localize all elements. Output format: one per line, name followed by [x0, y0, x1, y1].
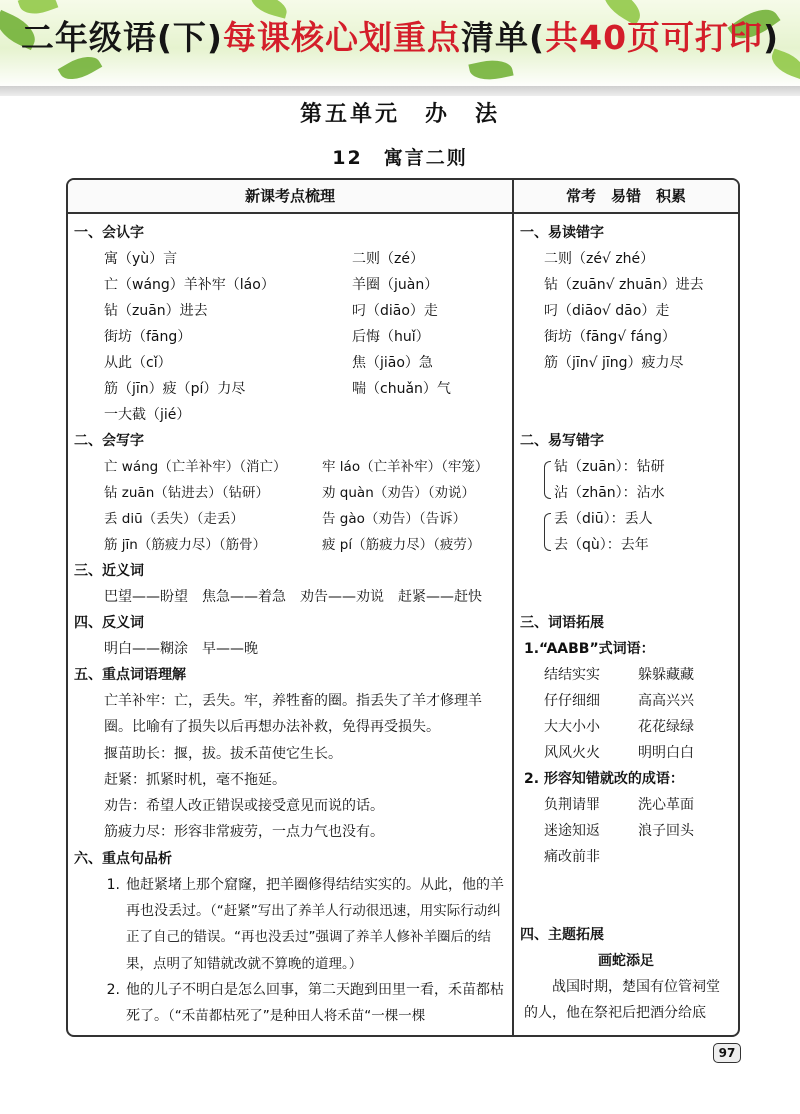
banner-title: 二年级语(下)每课核心划重点清单(共40页可打印)	[20, 18, 780, 57]
section-heading: 一、会认字	[74, 225, 144, 241]
section-heading: 三、词语拓展	[520, 615, 604, 631]
right-column	[520, 220, 732, 1027]
antonym-list: 明白——糊涂 早——晚	[104, 641, 258, 657]
list-item: 街坊（fāng√ fáng）	[544, 329, 676, 345]
definition-item: 亡羊补牢：亡，丢失。牢，养牲畜的圈。指丢失了羊才修理羊圈。比喻有了损失以后再想办法补救，免得再受损失。	[104, 693, 482, 736]
left-column-header: 新课考点梳理	[68, 180, 514, 214]
word-pair: 风风火火 明明白白	[544, 745, 694, 761]
list-item: 钻（zuān）进去 叼（diāo）走	[104, 303, 438, 319]
list-item: 筋 jīn（筋疲力尽）（筋骨） 疲 pí（筋疲力尽）（疲劳）	[104, 537, 481, 553]
brace-icon	[544, 513, 551, 551]
column-divider	[512, 180, 514, 1035]
section-heading: 六、重点句品析	[74, 850, 172, 867]
sentence-analysis	[74, 977, 506, 1030]
right-column-header: 常考 易错 积累	[514, 180, 738, 214]
brace-icon	[544, 461, 551, 499]
list-item: 钻（zuān√ zhuān）进去	[544, 277, 704, 293]
subsection-heading: 2. 形容知错就改的成语：	[524, 771, 684, 787]
page-number: 97	[713, 1043, 741, 1063]
list-item: 丢 diū（丢失）（走丢） 告 gào（劝告）（告诉）	[104, 511, 467, 527]
list-item: 筋（jīn）疲（pí）力尽 喘（chuǎn）气	[104, 381, 451, 397]
definition-item: 赶紧：抓紧时机，毫不拖延。	[104, 771, 286, 788]
section-heading: 四、主题拓展	[520, 927, 604, 943]
list-item: 亡 wáng（亡羊补牢）（消亡） 牢 láo（亡羊补牢）（牢笼）	[104, 459, 489, 475]
definition-item: 筋疲力尽：形容非常疲劳，一点力气也没有。	[104, 824, 384, 841]
list-item: 二则（zé√ zhé）	[544, 251, 655, 267]
confusable-group	[544, 454, 732, 506]
subsection-heading: 1.“AABB”式词语：	[524, 641, 655, 657]
list-item: 从此（cǐ） 焦（jiāo）急	[104, 355, 433, 371]
list-item: 去（qù）：去年	[554, 537, 649, 553]
list-item: 街坊（fāng） 后悔（huǐ）	[104, 329, 430, 345]
lesson-title: 12 寓言二则	[332, 147, 468, 169]
unit-title: 第五单元 办 法	[299, 102, 500, 127]
word-pair: 痛改前非	[544, 849, 600, 865]
word-pair: 仔仔细细 高高兴兴	[544, 693, 694, 709]
list-item: 钻（zuān）：钻研	[554, 459, 665, 475]
leaf-decoration	[468, 56, 513, 84]
word-pair: 结结实实 躲躲藏藏	[544, 667, 694, 683]
section-heading: 四、反义词	[74, 615, 144, 631]
section-heading: 二、易写错字	[520, 433, 604, 449]
story-text: 战国时期，楚国有位管祠堂的人，他在祭祀后把酒分给底	[524, 979, 720, 1022]
sentence-analysis	[74, 872, 506, 977]
synonym-list: 巴望——盼望 焦急——着急 劝告——劝说 赶紧——赶快	[104, 589, 482, 605]
quoted-sentence: 他赶紧堵上那个窟窿，把羊圈修得结结实实的。从此，他的羊再也没丢过。	[126, 876, 504, 920]
header-stripe	[0, 86, 800, 96]
header-banner	[0, 0, 800, 88]
word-pair: 迷途知返 浪子回头	[544, 823, 694, 839]
analysis-note: （“禾苗都枯死了”是种田人将禾苗“一棵一棵	[168, 1008, 426, 1025]
list-item: 沾（zhān）：沾水	[554, 485, 665, 501]
definition-item: 劝告：希望人改正错误或接受意见而说的话。	[104, 798, 384, 815]
list-item: 叼（diāo√ dāo）走	[544, 303, 670, 319]
item-number: 2.	[106, 981, 120, 998]
list-item: 筋（jīn√ jīng）疲力尽	[544, 355, 684, 371]
section-heading: 一、易读错字	[520, 225, 604, 241]
left-column	[74, 220, 506, 1030]
section-heading: 五、重点词语理解	[74, 667, 186, 683]
list-item: 亡（wáng）羊补牢（láo） 羊圈（juàn）	[104, 277, 439, 293]
quoted-sentence: 他的儿子不明白是怎么回事，第二天跑到田里一看，禾苗都枯死了。	[126, 981, 504, 1025]
list-item: 丢（diū）：丢人	[554, 511, 653, 527]
definition-item: 揠苗助长：揠，拔。拔禾苗使它生长。	[104, 745, 342, 762]
confusable-group	[544, 506, 732, 558]
story-title: 画蛇添足	[598, 953, 654, 969]
word-pair: 大大小小 花花绿绿	[544, 719, 694, 735]
section-heading: 三、近义词	[74, 563, 144, 579]
analysis-note: （“赶紧”写出了养羊人行动很迅速，用实际行动纠正了自己的错误。“再也没丢过”强调了养羊人修补羊圈后的结果，点明了知错就改就不算晚的道理。）	[126, 903, 501, 972]
word-pair: 负荆请罪 洗心革面	[544, 797, 694, 813]
content-table	[66, 178, 740, 1037]
section-heading: 二、会写字	[74, 433, 144, 449]
list-item: 钻 zuān（钻进去）（钻研） 劝 quàn（劝告）（劝说）	[104, 485, 475, 501]
list-item: 寓（yù）言 二则（zé）	[104, 251, 424, 267]
list-item: 一大截（jié）	[104, 407, 191, 423]
item-number: 1.	[106, 876, 120, 893]
